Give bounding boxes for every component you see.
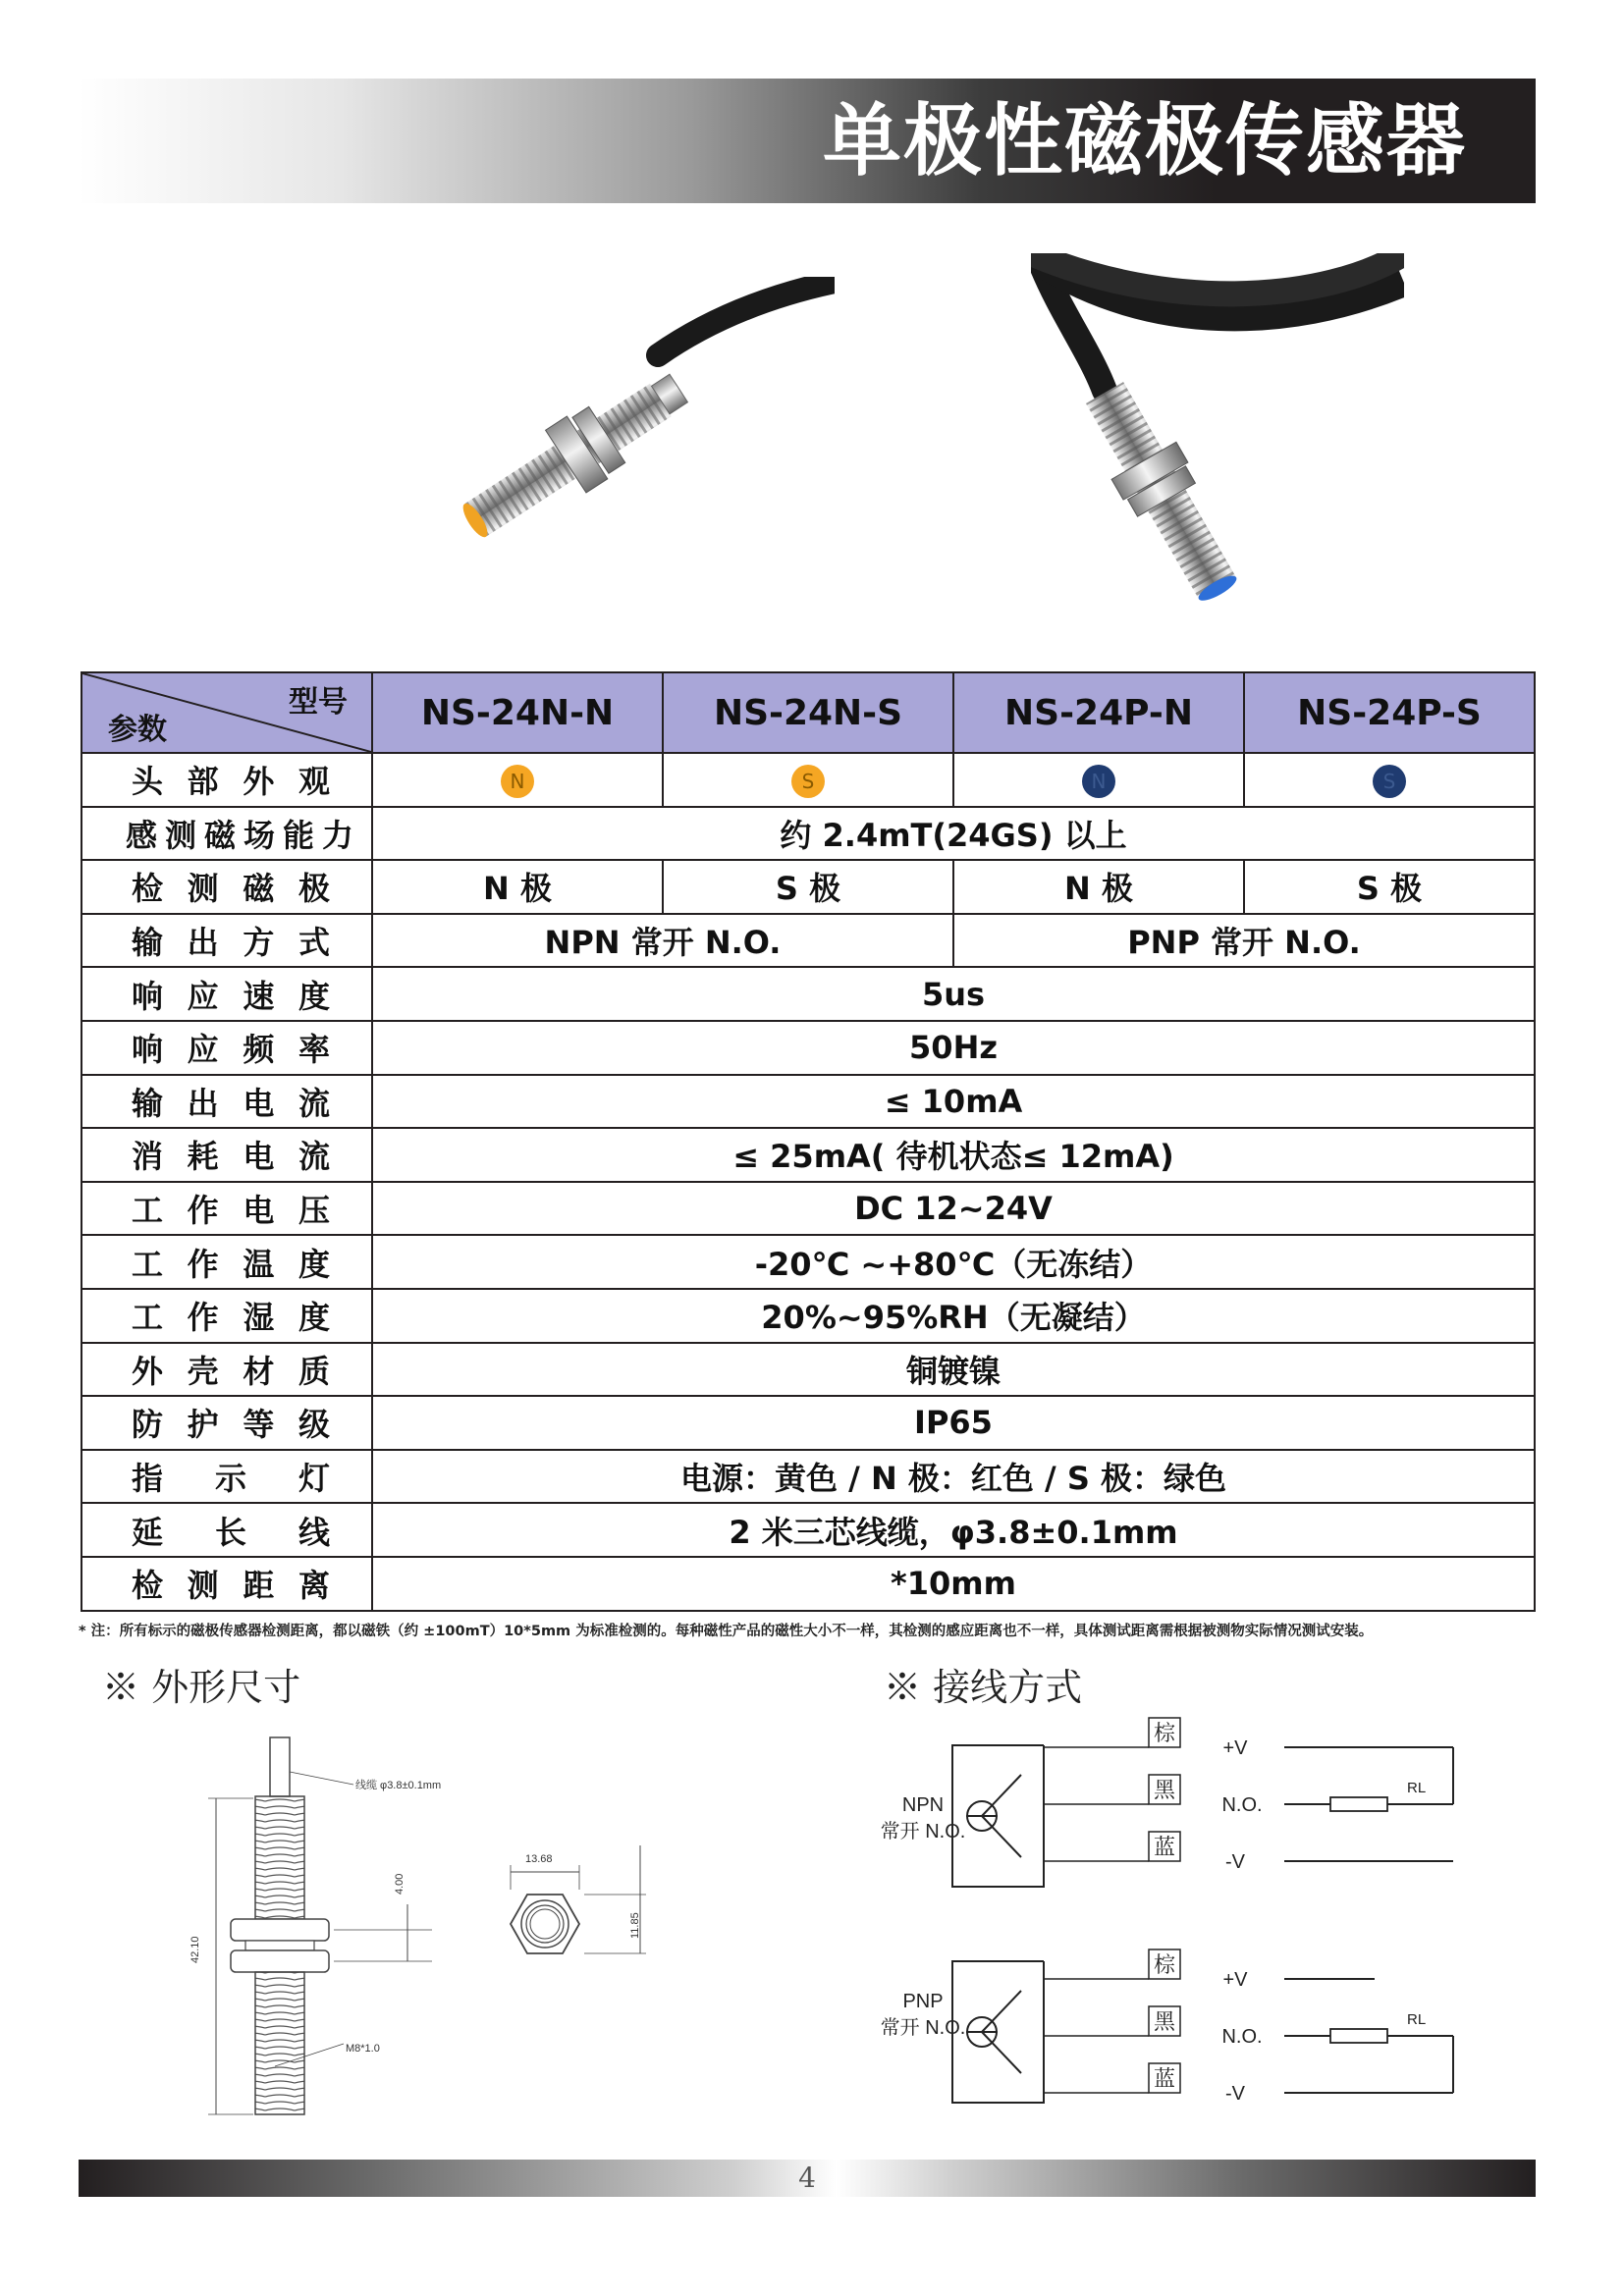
cable-callout-label: 线缆 φ3.8±0.1mm — [355, 1780, 442, 1791]
nut-thickness-label: 4.00 — [394, 1873, 406, 1895]
pnp-vplus-label: +V — [1222, 1969, 1248, 1991]
npn-brown-wire-label: 棕 — [1153, 1721, 1176, 1745]
spec-table — [81, 671, 1536, 1612]
value-cell: 约 2.4mT(24GS) 以上 — [372, 807, 1535, 861]
lower-thread — [255, 1972, 304, 2114]
value-cell: DC 12~24V — [372, 1182, 1535, 1236]
npn-vplus-label: +V — [1222, 1737, 1248, 1759]
npn-no-label: N.O. — [1221, 1794, 1263, 1816]
npn-label: NPN — [901, 1794, 945, 1816]
value-cell: ≤ 25mA( 待机状态≤ 12mA) — [372, 1128, 1535, 1182]
model-header: NS-24P-N — [953, 672, 1244, 753]
n-pole-indicator-icon: N — [501, 765, 534, 798]
table-row — [81, 1343, 1535, 1397]
corner-param-label: 参数 — [108, 713, 167, 747]
param-label: 工作温度 — [81, 1235, 372, 1289]
corner-cell — [81, 672, 372, 753]
pnp-rl-label: RL — [1407, 2011, 1427, 2028]
model-header: NS-24N-N — [372, 672, 663, 753]
cable-outline — [270, 1737, 290, 1796]
pnp-no-label: N.O. — [1221, 2026, 1263, 2048]
n-pole-indicator-icon: N — [1082, 765, 1115, 798]
npn-rl-label: RL — [1407, 1780, 1427, 1796]
appearance-cell — [372, 753, 663, 807]
table-row — [81, 860, 1535, 914]
footnote: * 注：所有标示的磁极传感器检测距离，都以磁铁（约 ±100mT）10*5mm 为标准检测的。每种磁性产品的磁性大小不一样，其检测的感应距离也不一样，具体测试距离需根据被测物实际情况测试安装。 — [79, 1624, 1374, 1639]
param-label: 工作湿度 — [81, 1289, 372, 1343]
npn-mode-label: 常开 N.O. — [880, 1821, 966, 1842]
value-cell: 电源：黄色 / N 极：红色 / S 极：绿色 — [372, 1450, 1535, 1504]
nut-width-label: 13.68 — [525, 1853, 553, 1865]
value-cell: N 极 — [372, 860, 663, 914]
model-header: NS-24P-S — [1244, 672, 1535, 753]
s-pole-indicator-icon: S — [791, 765, 825, 798]
npn-load-resistor — [1330, 1797, 1387, 1811]
value-cell: N 极 — [953, 860, 1244, 914]
nut-height-label: 11.85 — [629, 1912, 641, 1939]
npn-vminus-label: -V — [1225, 1851, 1245, 1873]
value-cell: ≤ 10mA — [372, 1075, 1535, 1129]
thread-callout-label: M8*1.0 — [346, 2043, 380, 2055]
pnp-vminus-label: -V — [1225, 2083, 1245, 2105]
table-row — [81, 1396, 1535, 1450]
pnp-load-resistor — [1330, 2029, 1387, 2043]
pnp-label: PNP — [902, 1991, 944, 2012]
param-label: 检测距离 — [81, 1557, 372, 1611]
value-cell: 20%~95%RH（无凝结） — [372, 1289, 1535, 1343]
table-row — [81, 1503, 1535, 1557]
appearance-cell — [953, 753, 1244, 807]
pnp-blue-wire-label: 蓝 — [1153, 2066, 1176, 2091]
sensor-photo-blue — [1031, 253, 1404, 616]
pnp-sensor-body — [952, 1961, 1044, 2103]
param-label: 检测磁极 — [81, 860, 372, 914]
table-row — [81, 753, 1535, 807]
value-cell: S 极 — [663, 860, 953, 914]
dimensions-title: ※ 外形尺寸 — [102, 1666, 301, 1709]
model-header: NS-24N-S — [663, 672, 953, 753]
value-cell: *10mm — [372, 1557, 1535, 1611]
footer-bar — [79, 2160, 1536, 2197]
value-cell: NPN 常开 N.O. — [372, 914, 953, 968]
param-label: 输出电流 — [81, 1075, 372, 1129]
param-label: 头部外观 — [81, 753, 372, 807]
length-dimension-label: 42.10 — [189, 1936, 201, 1963]
appearance-cell — [1244, 753, 1535, 807]
corner-model-label: 型号 — [289, 685, 348, 720]
wiring-title: ※ 接线方式 — [884, 1666, 1083, 1709]
param-label: 防护等级 — [81, 1396, 372, 1450]
param-label: 外壳材质 — [81, 1343, 372, 1397]
npn-sensor-body — [952, 1745, 1044, 1887]
sensor-photo-orange — [412, 277, 835, 591]
param-label: 输出方式 — [81, 914, 372, 968]
param-label: 工作电压 — [81, 1182, 372, 1236]
value-cell: 50Hz — [372, 1021, 1535, 1075]
table-row — [81, 914, 1535, 968]
param-label: 响应速度 — [81, 967, 372, 1021]
value-cell: 2 米三芯线缆，φ3.8±0.1mm — [372, 1503, 1535, 1557]
value-cell: -20℃ ~+80℃（无冻结） — [372, 1235, 1535, 1289]
table-header-row — [81, 672, 1535, 753]
table-row — [81, 1557, 1535, 1611]
param-label: 指示灯 — [81, 1450, 372, 1504]
npn-wires — [1044, 1718, 1453, 1861]
table-row — [81, 1450, 1535, 1504]
param-label: 延长线 — [81, 1503, 372, 1557]
table-row — [81, 1128, 1535, 1182]
upper-thread — [255, 1796, 304, 1919]
param-label: 消耗电流 — [81, 1128, 372, 1182]
pnp-black-wire-label: 黑 — [1153, 2009, 1176, 2034]
page-title: 单极性磁极传感器 — [823, 95, 1467, 187]
table-row — [81, 1235, 1535, 1289]
value-cell: 铜镀镍 — [372, 1343, 1535, 1397]
table-row — [81, 967, 1535, 1021]
param-label: 感测磁场能力 — [81, 807, 372, 861]
table-row — [81, 1182, 1535, 1236]
pnp-mode-label: 常开 N.O. — [880, 2017, 966, 2039]
table-row — [81, 1289, 1535, 1343]
page-number: 4 — [798, 2162, 816, 2194]
nut-lower — [231, 1950, 329, 1972]
nut-upper — [231, 1919, 329, 1941]
wiring-diagrams — [864, 1708, 1492, 2140]
value-cell: 5us — [372, 967, 1535, 1021]
npn-blue-wire-label: 蓝 — [1153, 1835, 1176, 1859]
pnp-brown-wire-label: 棕 — [1153, 1952, 1176, 1977]
value-cell: S 极 — [1244, 860, 1535, 914]
washer — [245, 1941, 314, 1950]
header-banner — [79, 79, 1536, 203]
value-cell: PNP 常开 N.O. — [953, 914, 1535, 968]
table-row — [81, 1075, 1535, 1129]
appearance-cell — [663, 753, 953, 807]
table-row — [81, 1021, 1535, 1075]
table-row — [81, 807, 1535, 861]
dimension-drawing — [177, 1728, 687, 2140]
pnp-wires — [1044, 1949, 1453, 2093]
param-label: 响应频率 — [81, 1021, 372, 1075]
s-pole-indicator-icon: S — [1373, 765, 1406, 798]
value-cell: IP65 — [372, 1396, 1535, 1450]
npn-black-wire-label: 黑 — [1153, 1778, 1176, 1802]
